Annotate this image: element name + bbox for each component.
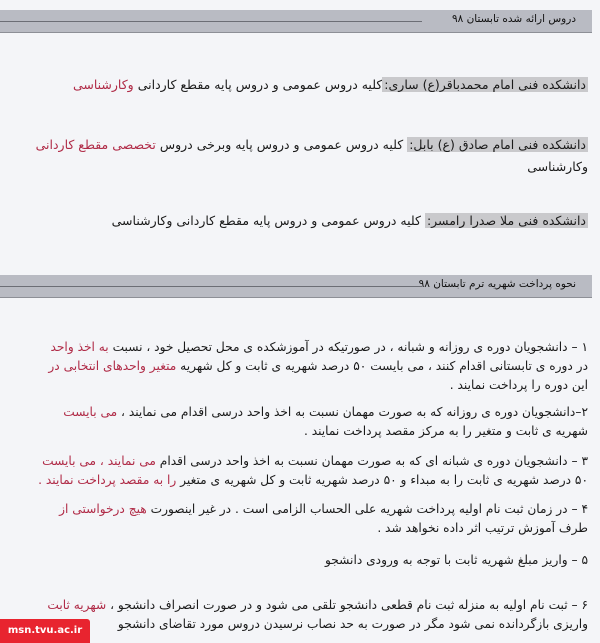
college-desc-cont: وکارشناسی bbox=[527, 159, 588, 174]
payment-rule-4 bbox=[3, 500, 588, 538]
college-item-sari bbox=[6, 76, 588, 94]
rule-text: طرف آموزش ترتیب اثر داده نخواهد شد . bbox=[377, 521, 588, 535]
section-title: دروس ارائه شده تابستان ۹۸ bbox=[451, 13, 576, 25]
college-name: دانشکده فنی ملا صدرا رامسر: bbox=[426, 213, 586, 228]
rule-text: ۵ – واریز مبلغ شهریه ثابت با توجه به ورودی دانشجو bbox=[325, 553, 588, 567]
college-name: دانشکده فنی امام صادق (ع) بابل: bbox=[409, 137, 586, 152]
header-rule bbox=[0, 21, 422, 22]
rule-text: ۳ – دانشجویان دوره ی شبانه ای که به صورت مهمان نسبت به اخذ واحد درسی اقدام bbox=[159, 454, 588, 468]
rule-text: این دوره را پرداخت نمایند . bbox=[449, 378, 588, 392]
college-item-babol-cont bbox=[6, 158, 588, 176]
college-item-babol bbox=[6, 136, 588, 154]
payment-rule-2 bbox=[3, 403, 588, 441]
college-desc: کلیه دروس عمومی و دروس پایه وبرخی دروس bbox=[159, 137, 408, 152]
rule-text-highlight: را به مقصد پرداخت نمایند . bbox=[38, 473, 177, 487]
rule-text: در دوره ی تابستانی اقدام کنند ، می بایست ۵۰ درصد شهریه ی ثابت و کل شهریه bbox=[180, 359, 588, 373]
college-item-ramsar bbox=[6, 212, 588, 230]
rule-text: ۱ – دانشجویان دوره ی روزانه و شبانه ، در صورتیکه در آموزشکده ی محل تحصیل خود ، نسبت bbox=[112, 340, 588, 354]
section-header-payment bbox=[0, 275, 592, 298]
rule-text-highlight: می بایست bbox=[63, 405, 118, 419]
rule-text: ۶ – ثبت نام اولیه به منزله ثبت نام قطعی دانشجو تلقی می شود و در صورت انصراف دانشجو ، bbox=[110, 598, 588, 612]
college-desc-highlight: وکارشناسی bbox=[72, 77, 134, 92]
payment-rule-3 bbox=[3, 452, 588, 490]
rule-text-highlight: می نمایند ، می بایست bbox=[42, 454, 156, 468]
rule-text-highlight: هیچ درخواستی از bbox=[59, 502, 147, 516]
college-desc: کلیه دروس عمومی و دروس پایه مقطع کاردانی وکارشناسی bbox=[111, 213, 425, 228]
rule-text-highlight: شهریه ثابت bbox=[47, 598, 107, 612]
payment-rule-5 bbox=[3, 551, 588, 570]
college-desc: کلیه دروس عمومی و دروس پایه مقطع کاردانی bbox=[137, 77, 383, 92]
section-header-courses bbox=[0, 10, 592, 33]
rule-text-highlight: به اخذ واحد bbox=[50, 340, 109, 354]
section-title: نحوه پرداخت شهریه ترم تابستان ۹۸ bbox=[418, 278, 576, 290]
rule-text: شهریه ی ثابت و متغیر را به مرکز مقصد پرداخت نمایند . bbox=[303, 424, 588, 438]
rule-text: ۲–دانشجویان دوره ی روزانه که به صورت مهمان نسبت به اخذ واحد درسی اقدام می نمایند ، bbox=[121, 405, 588, 419]
college-name: دانشکده فنی امام محمدباقر(ع) ساری: bbox=[384, 77, 586, 92]
payment-rule-6 bbox=[3, 596, 588, 634]
rule-text: ۵۰ درصد شهریه ی ثابت را به مبداء و ۵۰ درصد شهریه ثابت و کل شهریه ی متغیر bbox=[180, 473, 588, 487]
rule-text-highlight: متغیر واحدهای انتخابی در bbox=[48, 359, 177, 373]
payment-rule-1 bbox=[3, 338, 588, 395]
rule-text: ۴ – در زمان ثبت نام اولیه پرداخت شهریه علی الحساب الزامی است . در غیر اینصورت bbox=[150, 502, 588, 516]
college-desc-highlight: تخصصی مقطع کاردانی bbox=[35, 137, 156, 152]
header-rule bbox=[0, 286, 422, 287]
rule-text: واریزی بازگردانده نمی شود مگر در صورت به حد نصاب نرسیدن دروس مورد تقاضای دانشجو bbox=[117, 617, 588, 631]
site-watermark-logo: msn.tvu.ac.ir bbox=[0, 619, 90, 643]
